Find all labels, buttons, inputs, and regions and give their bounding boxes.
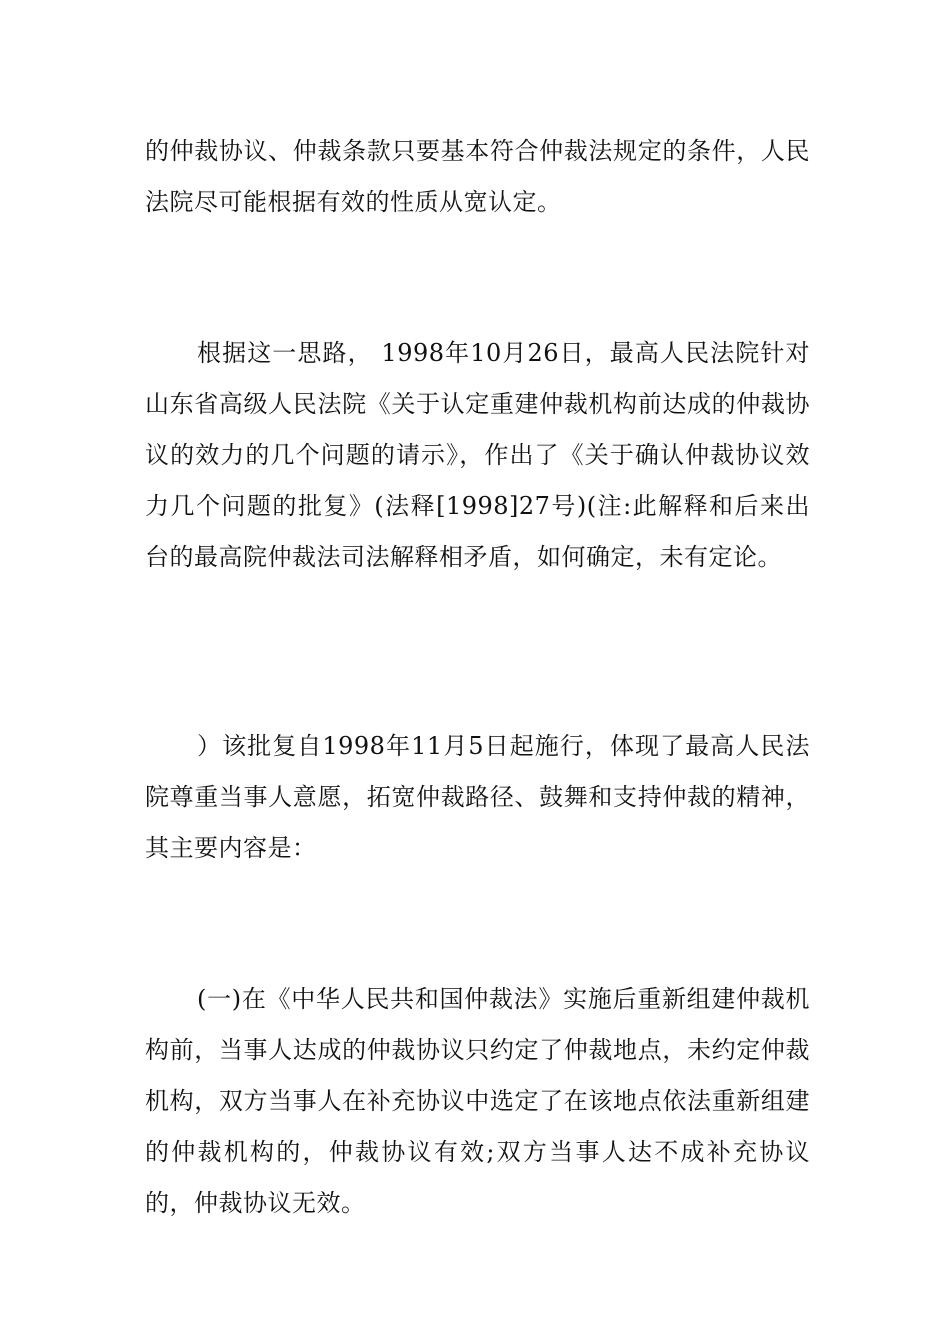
paragraph-approach: 根据这一思路， 1998年10月26日，最高人民法院针对山东省高级人民法院《关于认定重建仲裁机构前达成的仲裁协议的效力的几个问题的请示》，作出了《关于确认仲裁协议效力几个问题的批复》(法释[1998]27号)(注:此解释和后来出台的最高院仲裁法司法解释相矛盾，如何确定，未有定论。: [145, 339, 810, 571]
paragraph-continuation: 的仲裁协议、仲裁条款只要基本符合仲裁法规定的条件，人民法院尽可能根据有效的性质从宽认定。: [145, 137, 810, 216]
paragraph-effective-date: ）该批复自1998年11月5日起施行，体现了最高人民法院尊重当事人意愿，拓宽仲裁路径、鼓舞和支持仲裁的精神，其主要内容是：: [145, 732, 810, 862]
paragraph-item-one: (一)在《中华人民共和国仲裁法》实施后重新组建仲裁机构前，当事人达成的仲裁协议只约定了仲裁地点，未约定仲裁机构，双方当事人在补充协议中选定了在该地点依法重新组建的仲裁机构的，仲裁协议有效;双方当事人达不成补充协议的，仲裁协议无效。: [145, 985, 810, 1217]
